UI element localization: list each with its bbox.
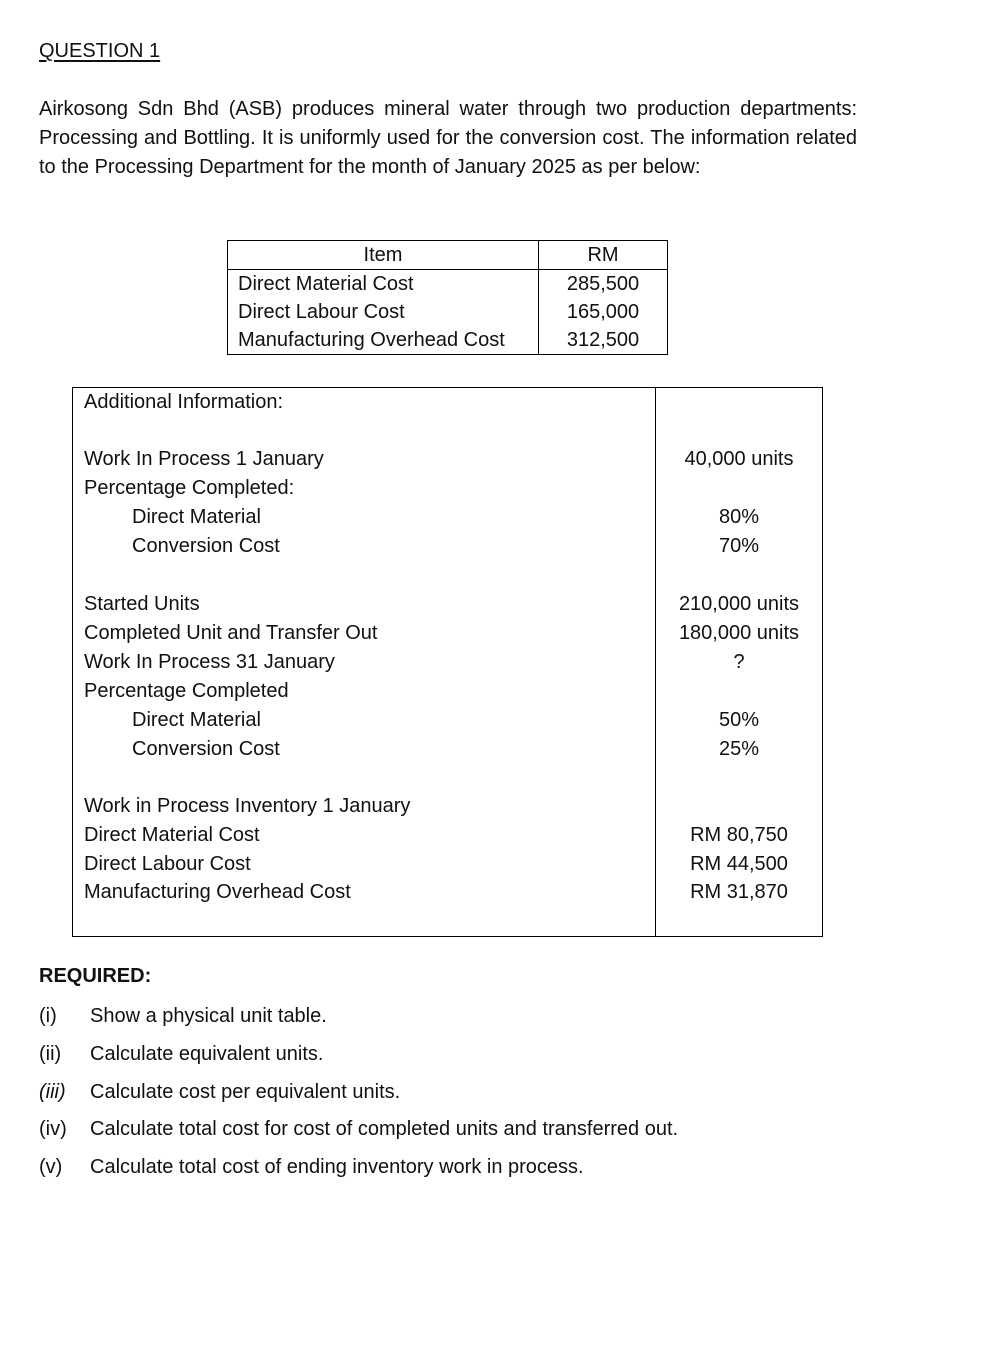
wip-end-value: ?	[733, 651, 745, 673]
dm-cost-value: RM 80,750	[690, 824, 788, 846]
wip-begin-value: 40,000 units	[684, 448, 794, 470]
list-item	[39, 1039, 323, 1069]
started-units-label: Started Units	[84, 593, 200, 615]
cost-table	[227, 240, 668, 355]
completed-units-label: Completed Unit and Transfer Out	[84, 622, 378, 644]
dm-cost-label: Direct Material Cost	[84, 824, 260, 846]
dl-cost-label: Direct Labour Cost	[84, 853, 251, 875]
cell-item: Direct Material Cost	[228, 270, 539, 299]
conversion-cost-label: Conversion Cost	[132, 535, 280, 557]
direct-material-label: Direct Material	[132, 506, 261, 528]
item-number: (v)	[39, 1156, 63, 1178]
item-number: (ii)	[39, 1043, 62, 1065]
list-item	[39, 1077, 400, 1107]
item-text: Calculate total cost of ending inventory work in process.	[90, 1156, 584, 1178]
item-number: (iv)	[39, 1118, 67, 1140]
table-row	[228, 270, 668, 299]
required-heading: REQUIRED:	[39, 965, 152, 987]
question-title: QUESTION 1	[39, 40, 161, 62]
list-item	[39, 1001, 327, 1031]
moh-cost-value: RM 31,870	[690, 881, 788, 903]
direct-material-value: 50%	[718, 709, 760, 731]
intro-paragraph: Airkosong Sdn Bhd (ASB) produces mineral water through two production departments: Processing and Bottling. It is uniformly used for the conversion cost. The information related to the Processing Department for the month of January 2025 as per below:	[39, 98, 857, 178]
pct-completed-label: Percentage Completed:	[84, 477, 295, 499]
item-text: Calculate total cost for cost of completed units and transferred out.	[90, 1118, 679, 1140]
item-text: Calculate cost per equivalent units.	[90, 1081, 401, 1103]
wip-end-label: Work In Process 31 January	[84, 651, 335, 673]
additional-info-heading: Additional Information:	[84, 391, 284, 413]
table-header-row	[228, 241, 668, 270]
column-header-item: Item	[228, 241, 539, 270]
item-text: Calculate equivalent units.	[90, 1043, 324, 1065]
list-item	[39, 1152, 584, 1182]
list-item	[39, 1114, 678, 1144]
started-units-value: 210,000 units	[678, 593, 800, 615]
conversion-cost-value: 70%	[718, 535, 760, 557]
dl-cost-value: RM 44,500	[690, 853, 788, 875]
table-row	[228, 326, 668, 355]
additional-info-box	[72, 387, 823, 937]
cell-item: Direct Labour Cost	[228, 298, 539, 326]
moh-cost-label: Manufacturing Overhead Cost	[84, 881, 351, 903]
pct-completed-label: Percentage Completed	[84, 680, 289, 702]
column-header-rm: RM	[539, 241, 668, 270]
cell-rm: 312,500	[539, 326, 668, 355]
direct-material-value: 80%	[718, 506, 760, 528]
cell-item: Manufacturing Overhead Cost	[228, 326, 539, 355]
completed-units-value: 180,000 units	[678, 622, 800, 644]
cell-rm: 165,000	[539, 298, 668, 326]
wip-begin-label: Work In Process 1 January	[84, 448, 324, 470]
direct-material-label: Direct Material	[132, 709, 261, 731]
table-row	[228, 298, 668, 326]
item-number: (i)	[39, 1005, 57, 1027]
wip-inventory-label: Work in Process Inventory 1 January	[84, 795, 411, 817]
cell-rm: 285,500	[539, 270, 668, 299]
conversion-cost-label: Conversion Cost	[132, 738, 280, 760]
item-number: (iii)	[39, 1081, 66, 1103]
conversion-cost-value: 25%	[718, 738, 760, 760]
item-text: Show a physical unit table.	[90, 1005, 327, 1027]
